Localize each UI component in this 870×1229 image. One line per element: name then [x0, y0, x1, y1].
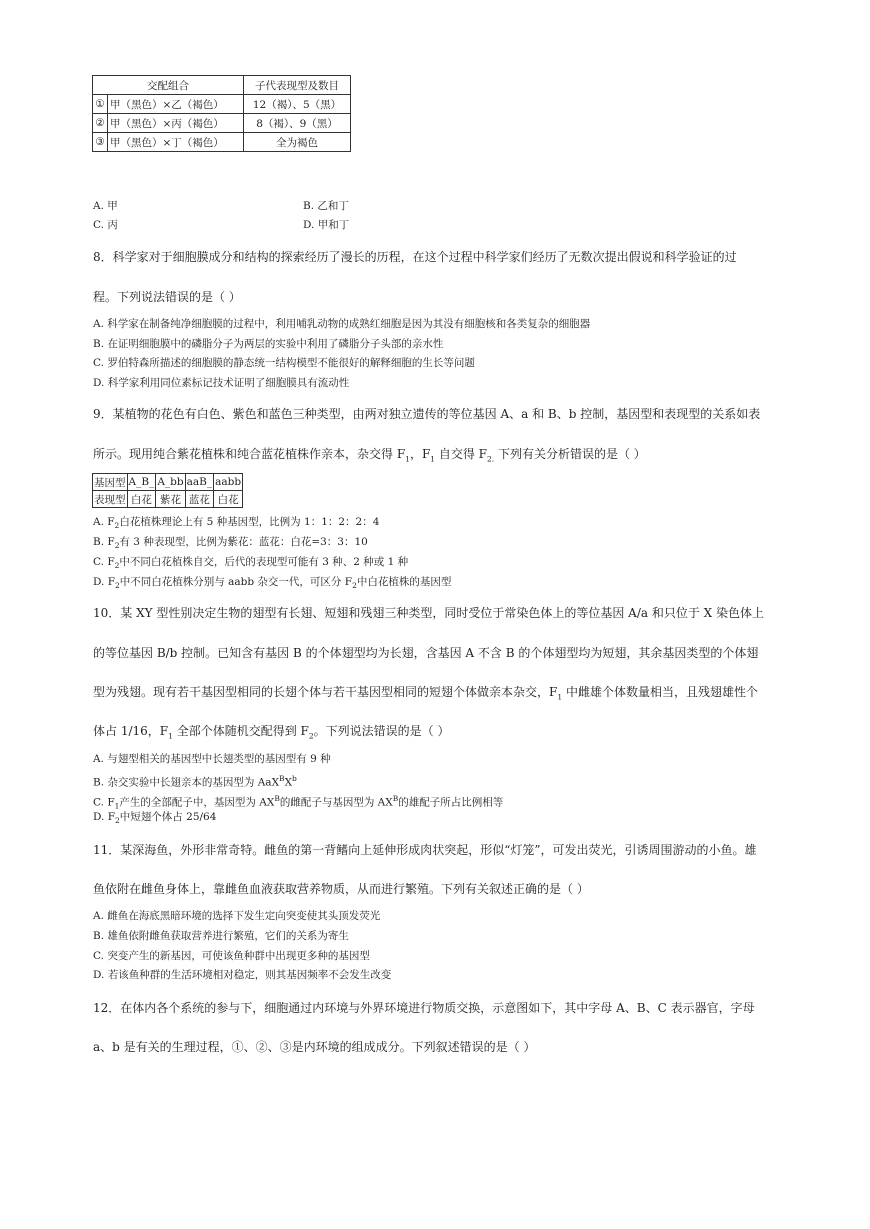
q7-option-b: B. 乙和丁 [303, 200, 349, 212]
phenotype-cell: 蓝花 [185, 491, 214, 508]
genotype-header: 基因型 [93, 474, 128, 491]
q10-stem-line4: 体占 1/16，$F_1$ 全部个体随机交配得到 $F_2$。下列说法错误的是（ ） [93, 724, 450, 741]
phenotype-cell: 紫花 [156, 491, 185, 508]
q9-option-b: B. $F_2$有 3 种表现型，比例为紫花：蓝花：白花=3：3：10 [93, 536, 368, 551]
genotype-cell: A_bb [156, 474, 185, 491]
q11-option-a: A. 雌鱼在海底黑暗环境的选择下发生定向突变使其头顶发荧光 [93, 910, 381, 922]
table-row [93, 133, 351, 152]
cross-table [92, 75, 351, 152]
q12-stem-line1: 12．在体内各个系统的参与下，细胞通过内环境与外界环境进行物质交换，示意图如下，其中字母 A、B、C 表示器官，字母 [93, 1001, 755, 1015]
row-result: 8（褐）、9（黑） [244, 114, 351, 133]
genotype-cell: aaB_ [185, 474, 214, 491]
q8-option-d: D. 科学家利用同位素标记技术证明了细胞膜具有流动性 [93, 377, 350, 389]
q8-stem-line1: 8．科学家对于细胞膜成分和结构的探索经历了漫长的历程，在这个过程中科学家们经历了无数次提出假说和科学验证的过 [93, 250, 737, 264]
q11-option-d: D. 若该鱼种群的生活环境相对稳定，则其基因频率不会发生改变 [93, 969, 392, 981]
genotype-cell: A_B_ [127, 474, 156, 491]
q8-option-a: A. 科学家在制备纯净细胞膜的过程中，利用哺乳动物的成熟红细胞是因为其没有细胞核和各类复杂的细胞器 [93, 318, 591, 330]
q7-option-d: D. 甲和丁 [303, 219, 350, 231]
q9-option-c: C. $F_2$中不同白花植株自交，后代的表现型可能有 3 种、2 种或 1 种 [93, 556, 409, 571]
q9-option-a: A. $F_2$白花植株理论上有 5 种基因型，比例为 1：1：2：2：4 [93, 516, 380, 531]
q10-option-d: D. $F_2$中短翅个体占 25/64 [93, 811, 217, 826]
row-number: ③ [93, 133, 108, 152]
row-number: ① [93, 95, 108, 114]
q8-option-c: C. 罗伯特森所描述的细胞膜的静态统一结构模型不能很好的解释细胞的生长等问题 [93, 357, 475, 369]
q11-stem-line2: 鱼依附在雌鱼身体上，靠雌鱼血液获取营养物质，从而进行繁殖。下列有关叙述正确的是（ ） [93, 882, 589, 896]
q11-option-c: C. 突变产生的新基因，可使该鱼种群中出现更多种的基因型 [93, 950, 370, 962]
q10-stem-line2: 的等位基因 B/b 控制。已知含有基因 B 的个体翅型均为长翅，含基因 A 不含 B 的个体翅型均为短翅，其余基因类型的个体翅 [93, 646, 759, 660]
row-result: 12（褐）、5（黑） [244, 95, 351, 114]
row-cross: 甲（黑色）×丙（褐色） [108, 114, 244, 133]
table-row [93, 491, 243, 508]
row-cross: 甲（黑色）×乙（褐色） [108, 95, 244, 114]
q10-option-a: A. 与翅型相关的基因型中长翅类型的基因型有 9 种 [93, 753, 331, 765]
table-row [93, 474, 243, 491]
q11-stem-line1: 11．某深海鱼，外形非常奇特。雌鱼的第一背鳍向上延伸形成肉状突起，形似“灯笼”，可发出荧光，引诱周围游动的小鱼。雄 [93, 843, 757, 857]
q9-option-d: D. $F_2$中不同白花植株分别与 aabb 杂交一代，可区分 $F_2$中白花植株的基因型 [93, 576, 452, 591]
row-result: 全为褐色 [244, 133, 351, 152]
table-header-result: 子代表现型及数目 [244, 76, 351, 95]
q10-stem-line3: 型为残翅。现有若干基因型相同的长翅个体与若干基因型相同的短翅个体做亲本杂交，$F_1$ 中雌雄个体数量相当，且残翅雄性个 [93, 685, 758, 702]
q8-stem-line2: 程。下列说法错误的是（ ） [93, 290, 241, 304]
table-row [93, 114, 351, 133]
q10-option-c: C. $F_1$产生的全部配子中，基因型为 $AX^B$的雌配子与基因型为 $AX^B$的雄配子所占比例相等 [93, 794, 504, 811]
q7-option-c: C. 丙 [93, 219, 118, 231]
table-row [93, 95, 351, 114]
q10-stem-line1: 10．某 XY 型性别决定生物的翅型有长翅、短翅和残翅三种类型，同时受位于常染色体上的等位基因 A/a 和只位于 X 染色体上 [93, 606, 765, 620]
row-cross: 甲（黑色）×丁（褐色） [108, 133, 244, 152]
q12-stem-line2: a、b 是有关的生理过程，①、②、③是内环境的组成成分。下列叙述错误的是（ ） [93, 1040, 536, 1054]
q11-option-b: B. 雄鱼依附雌鱼获取营养进行繁殖，它们的关系为寄生 [93, 930, 349, 942]
row-number: ② [93, 114, 108, 133]
q10-option-b: B. 杂交实验中长翅亲本的基因型为 $AaX^BX^b$ [93, 774, 297, 789]
q9-stem-line1: 9．某植物的花色有白色、紫色和蓝色三种类型，由两对独立遗传的等位基因 A、a 和 B、b 控制，基因型和表现型的关系如表 [93, 407, 761, 421]
table-header-cross: 交配组合 [93, 76, 244, 95]
phenotype-header: 表现型 [93, 491, 128, 508]
q8-option-b: B. 在证明细胞膜中的磷脂分子为两层的实验中利用了磷脂分子头部的亲水性 [93, 338, 444, 350]
genotype-cell: aabb [214, 474, 243, 491]
q7-option-a: A. 甲 [93, 200, 118, 212]
q9-stem-line2: 所示。现用纯合紫花植株和纯合蓝花植株作亲本，杂交得 $F_1$，$F_1$ 自交得 $F_{2.}$ 下列有关分析错误的是（ ） [93, 447, 646, 464]
phenotype-cell: 白花 [214, 491, 243, 508]
phenotype-cell: 白花 [127, 491, 156, 508]
genotype-table [92, 473, 243, 508]
